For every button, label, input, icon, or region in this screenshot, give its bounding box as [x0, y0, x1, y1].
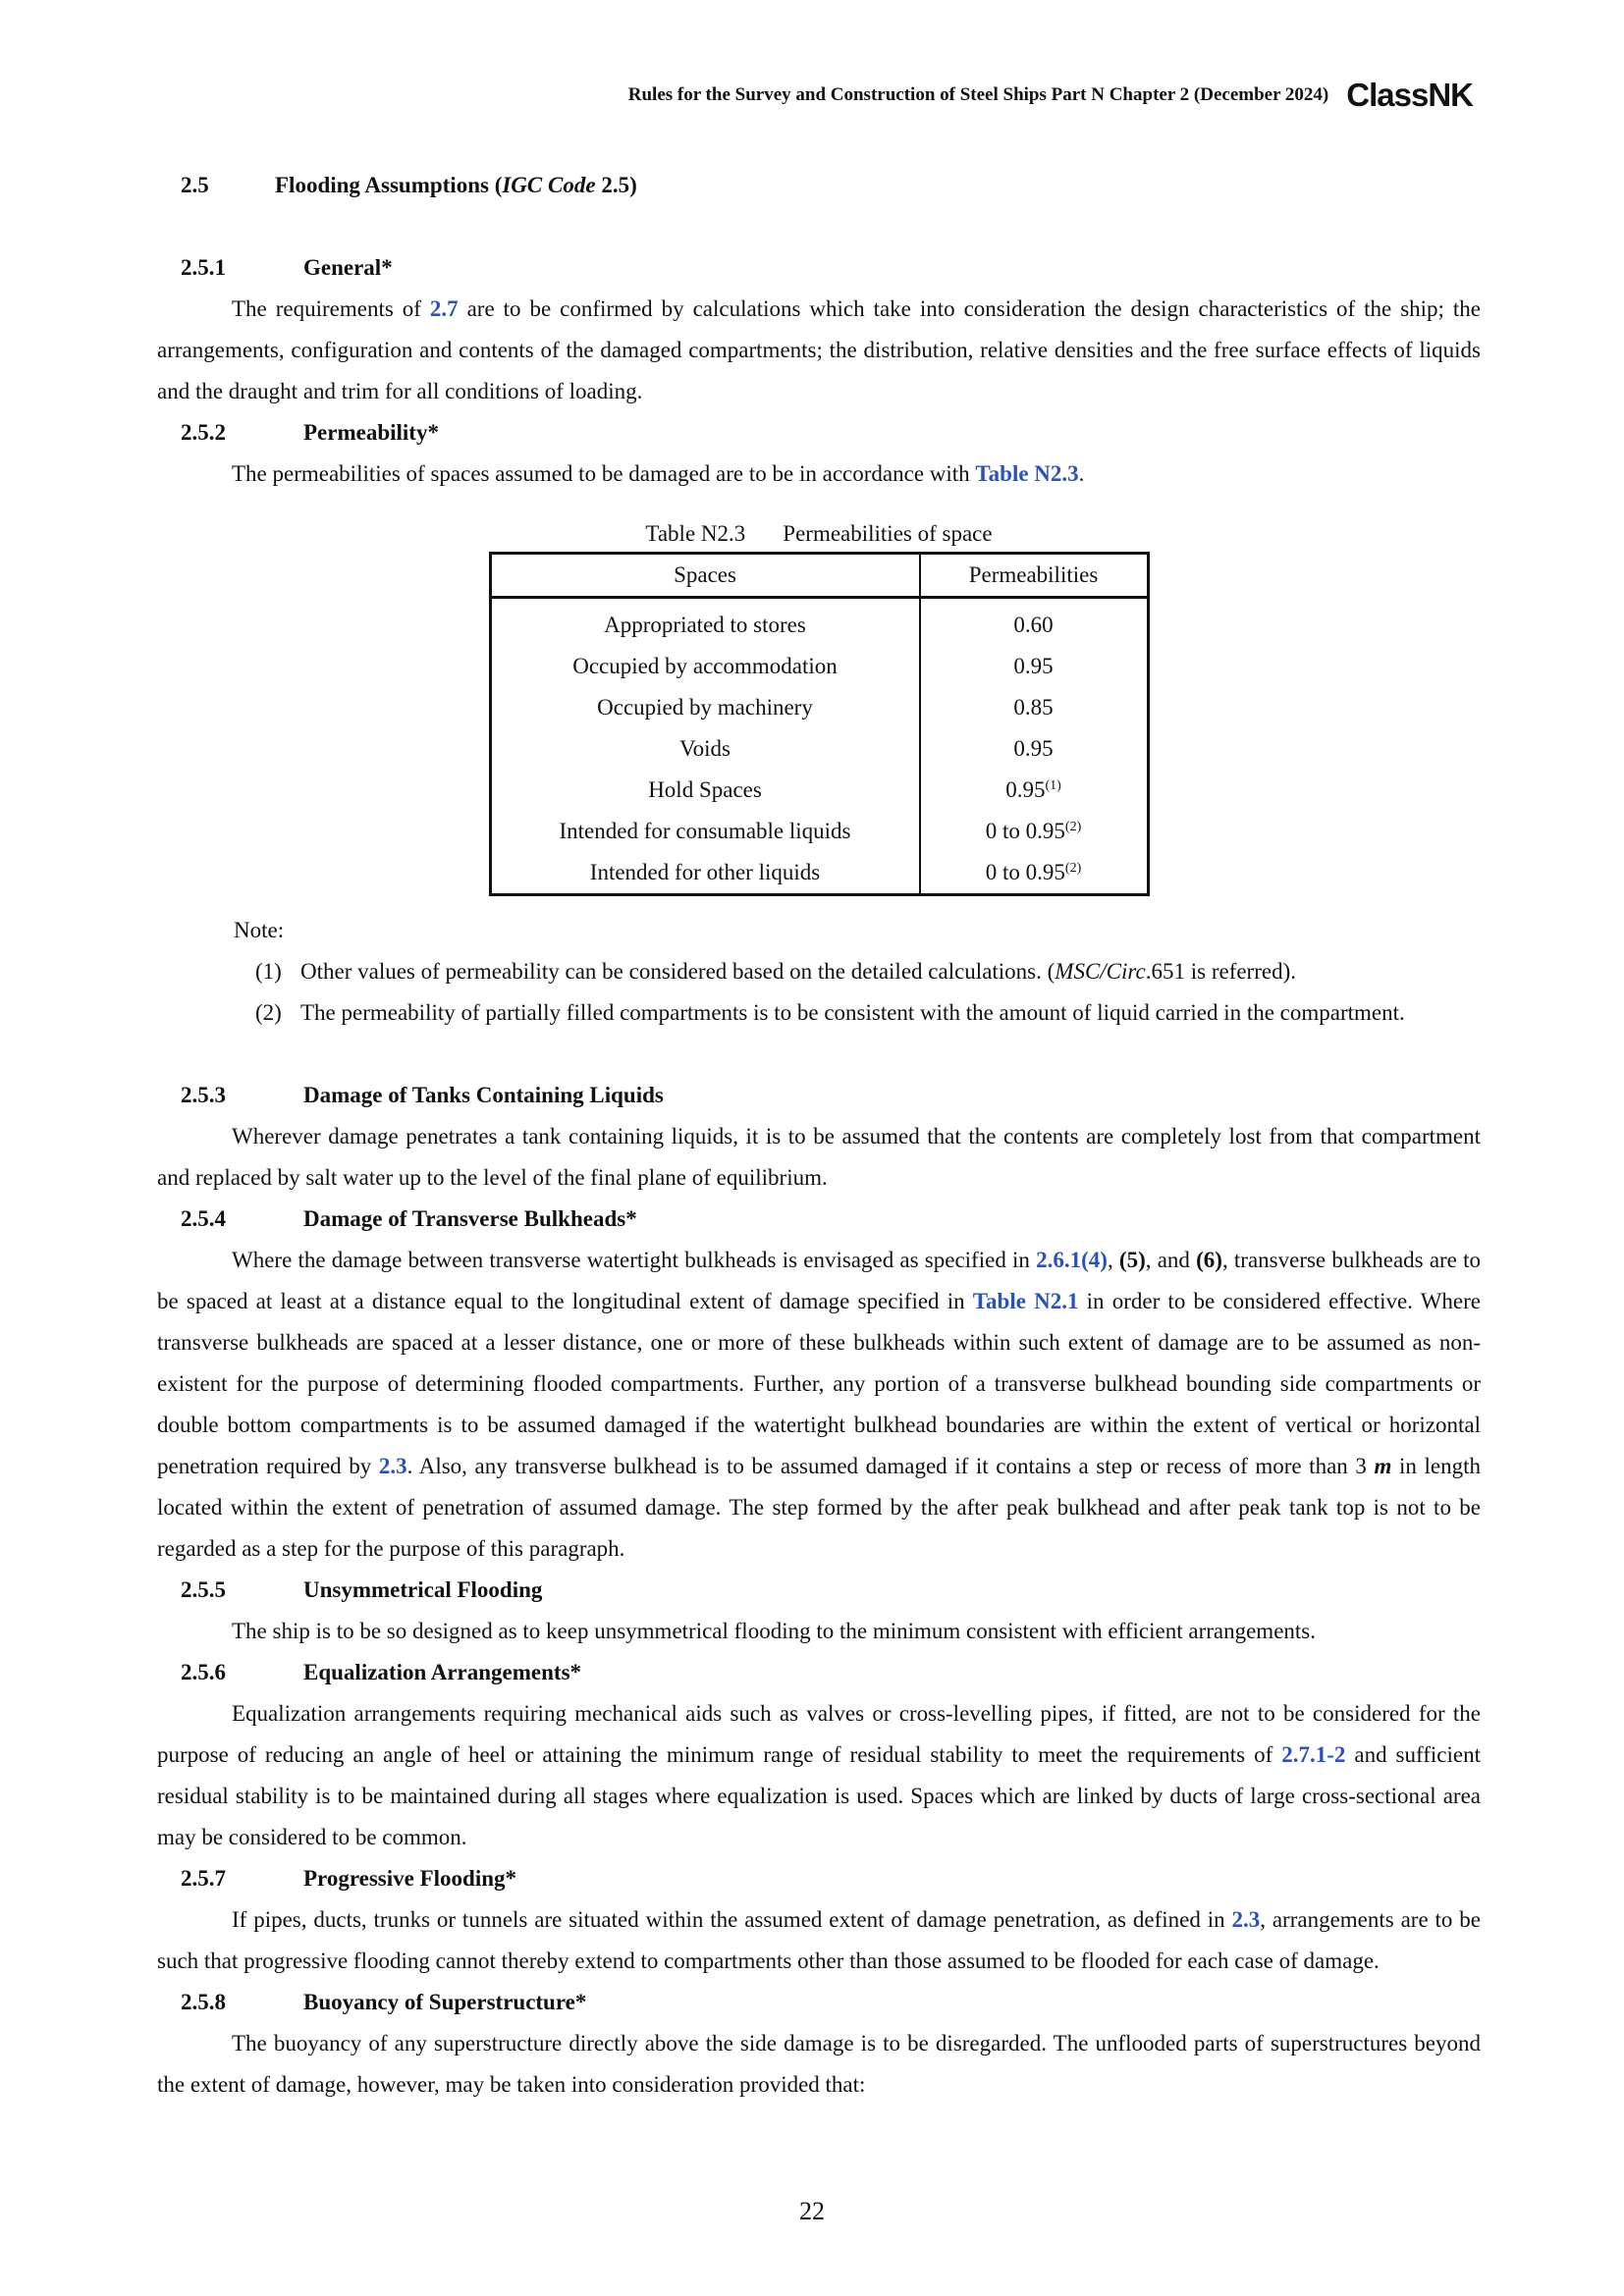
table-title: Permeabilities of space [783, 521, 993, 546]
section-title-suffix: 2.5) [595, 173, 637, 197]
text-run: are to be confirmed by calculations which take into consideration the design characteristics of the ship; the arrangements, configuration and contents of the damaged compartments; the distribution, relative densities and the free surface effects of liquids and the draught and trim for all conditions of loading. [157, 296, 1481, 403]
text-run: , and [1145, 1248, 1197, 1272]
page-number: 22 [799, 2197, 825, 2225]
link-2-3[interactable]: 2.3 [1231, 1907, 1261, 1932]
link-2-7-1-2[interactable]: 2.7.1-2 [1281, 1742, 1346, 1767]
table-caption [157, 516, 1481, 552]
subsection-number: 2.5.1 [181, 255, 226, 280]
cell-space: Occupied by machinery [490, 687, 920, 728]
subsection-title: Permeability* [303, 420, 439, 445]
note-heading: Note: [234, 918, 285, 942]
text-run: in length located within the extent of penetration of assumed damage. The step formed by the after peak bulkhead and after peak tank top is not to be regarded as a step for the purpose of this paragraph. [157, 1454, 1481, 1561]
section-number: 2.5 [181, 173, 209, 197]
subsection-heading-2-5-6 [157, 1652, 1481, 1693]
table-header-row [490, 554, 1148, 598]
subsection-number: 2.5.3 [181, 1083, 226, 1107]
text-run: , [1107, 1248, 1119, 1272]
text-run: The permeability of partially filled compartments is to be consistent with the amount of liquid carried in the compartment. [300, 1000, 1405, 1025]
cell-value [920, 598, 1149, 647]
text-bold: (5) [1118, 1248, 1146, 1272]
text-run: Other values of permeability can be considered based on the detailed calculations. ( [300, 959, 1056, 984]
table-row [490, 687, 1148, 728]
main-content [157, 157, 1481, 2106]
cell-value [920, 728, 1149, 770]
table-row [490, 770, 1148, 811]
subsection-heading-2-5-8 [157, 1982, 1481, 2023]
subsection-title: Unsymmetrical Flooding [303, 1577, 543, 1602]
subsection-number: 2.5.4 [181, 1206, 226, 1231]
text-run: , transverse bulkheads are to be spaced at least at a distance equal to the longitudinal extent of damage specified in [157, 1248, 1481, 1313]
value-text: 0.95 [1013, 736, 1054, 761]
subsection-number: 2.5.6 [181, 1660, 226, 1684]
cell-value [920, 687, 1149, 728]
subsection-title: Progressive Flooding* [303, 1866, 517, 1891]
cell-space: Intended for other liquids [490, 852, 920, 895]
section-heading [157, 165, 1481, 206]
note-2 [157, 992, 1481, 1034]
subsection-heading-2-5-7 [157, 1858, 1481, 1899]
paragraph-2-5-1 [157, 289, 1481, 412]
section-title-italic: IGC Code [502, 173, 596, 197]
paragraph-2-5-4 [157, 1240, 1481, 1570]
cell-space: Appropriated to stores [490, 598, 920, 647]
value-text: 0.95 [1013, 654, 1054, 678]
paragraph-2-5-6 [157, 1693, 1481, 1858]
link-2-7[interactable]: 2.7 [429, 296, 459, 321]
link-table-n2-1[interactable]: Table N2.1 [972, 1289, 1079, 1313]
paragraph-2-5-5: The ship is to be so designed as to keep unsymmetrical flooding to the minimum consistent with efficient arrangements. [232, 1619, 1316, 1643]
text-run: , arrangements are to be such that progressive flooding cannot thereby extend to compartments other than those assumed to be flooded for each case of damage. [157, 1907, 1482, 1973]
cell-space: Hold Spaces [490, 770, 920, 811]
value-text: 0.85 [1013, 695, 1054, 720]
cell-space: Occupied by accommodation [490, 646, 920, 687]
cell-value [920, 646, 1149, 687]
text-run: Where the damage between transverse watertight bulkheads is envisaged as specified in [232, 1248, 1037, 1272]
column-header-permeabilities: Permeabilities [920, 554, 1149, 598]
table-row [490, 728, 1148, 770]
cell-value [920, 852, 1149, 895]
note-1 [157, 951, 1481, 992]
section-title-prefix: Flooding Assumptions ( [275, 173, 503, 197]
page-header [157, 79, 1473, 111]
subsection-title: Buoyancy of Superstructure* [303, 1990, 587, 2014]
paragraph-2-5-7 [157, 1899, 1481, 1982]
paragraph-2-5-2 [157, 454, 1481, 495]
value-text: 0 to 0.95 [985, 860, 1065, 884]
paragraph-2-5-3: Wherever damage penetrates a tank containing liquids, it is to be assumed that the contents are completely lost from that compartment and replaced by salt water up to the level of the final plane of equilibrium. [157, 1124, 1481, 1190]
cell-space: Voids [490, 728, 920, 770]
text-run: .651 is referred). [1145, 959, 1296, 984]
subsection-number: 2.5.8 [181, 1990, 226, 2014]
header-title: Rules for the Survey and Construction of Steel Ships Part N Chapter 2 (December 2024) [627, 83, 1329, 105]
subsection-number: 2.5.7 [181, 1866, 226, 1891]
text-run: The requirements of [232, 296, 430, 321]
text-run: and sufficient residual stability is to be maintained during all stages where equalization is used. Spaces which are linked by ducts of large cross-sectional area may be considered to be common. [157, 1742, 1481, 1849]
subsection-title: General* [303, 255, 393, 280]
link-2-6-1-4[interactable]: 2.6.1(4) [1036, 1248, 1108, 1272]
table-row [490, 811, 1148, 852]
subsection-heading-2-5-2 [157, 412, 1481, 454]
subsection-heading-2-5-3 [157, 1075, 1481, 1116]
note-label: (2) [255, 1000, 282, 1025]
text-run: . [1078, 461, 1085, 486]
link-2-3[interactable]: 2.3 [378, 1454, 407, 1478]
table-row [490, 646, 1148, 687]
subsection-number: 2.5.5 [181, 1577, 226, 1602]
subsection-heading-2-5-4 [157, 1199, 1481, 1240]
subsection-number: 2.5.2 [181, 420, 226, 445]
text-italic: MSC/Circ [1055, 959, 1146, 984]
value-text: 0 to 0.95 [985, 819, 1065, 843]
text-run: . Also, any transverse bulkhead is to be assumed damaged if it contains a step or recess of more than 3 [406, 1454, 1375, 1478]
subsection-heading-2-5-5 [157, 1570, 1481, 1611]
value-text: 0.95 [1005, 777, 1046, 802]
text-run: in order to be considered effective. Where transverse bulkheads are spaced at a lesser distance, one or more of these bulkheads within such extent of damage are to be assumed as non-existent for the purpose of determining flooded compartments. Further, any portion of a transverse bulkhead bounding side compartments or double bottom compartments is to be assumed damaged if the watertight bulkhead boundaries are within the extent of vertical or horizontal penetration required by [157, 1289, 1481, 1478]
table-row [490, 852, 1148, 895]
subsection-title: Equalization Arrangements* [303, 1660, 582, 1684]
column-header-spaces: Spaces [490, 554, 920, 598]
footnote-ref: (2) [1064, 861, 1082, 876]
cell-value [920, 770, 1149, 811]
footnote-ref: (2) [1064, 820, 1082, 834]
subsection-title: Damage of Transverse Bulkheads* [303, 1206, 637, 1231]
subsection-title: Damage of Tanks Containing Liquids [303, 1083, 664, 1107]
link-table-n2-3[interactable]: Table N2.3 [975, 461, 1079, 486]
paragraph-2-5-8: The buoyancy of any superstructure directly above the side damage is to be disregarded. The unflooded parts of superstructures beyond the extent of damage, however, may be taken into consideration provided that: [157, 2031, 1481, 2097]
text-run: If pipes, ducts, trunks or tunnels are situated within the assumed extent of damage penetration, as defined in [232, 1907, 1232, 1932]
subsection-heading-2-5-1 [157, 247, 1481, 289]
text-run: Equalization arrangements requiring mechanical aids such as valves or cross-levelling pipes, if fitted, are not to be considered for the purpose of reducing an angle of heel or attaining the minimum range of residual stability to meet the requirements of [157, 1701, 1481, 1767]
footnote-ref: (1) [1045, 778, 1061, 793]
unit-italic: m [1374, 1454, 1392, 1478]
table-row [490, 598, 1148, 647]
text-bold: (6) [1196, 1248, 1222, 1272]
table-label: Table N2.3 [645, 521, 746, 546]
permeabilities-table [489, 552, 1150, 896]
cell-space: Intended for consumable liquids [490, 811, 920, 852]
text-run: The permeabilities of spaces assumed to be damaged are to be in accordance with [232, 461, 976, 486]
value-text: 0.60 [1013, 613, 1054, 637]
cell-value [920, 811, 1149, 852]
classnk-logo: ClassNK [1346, 77, 1473, 113]
note-label: (1) [255, 959, 282, 984]
